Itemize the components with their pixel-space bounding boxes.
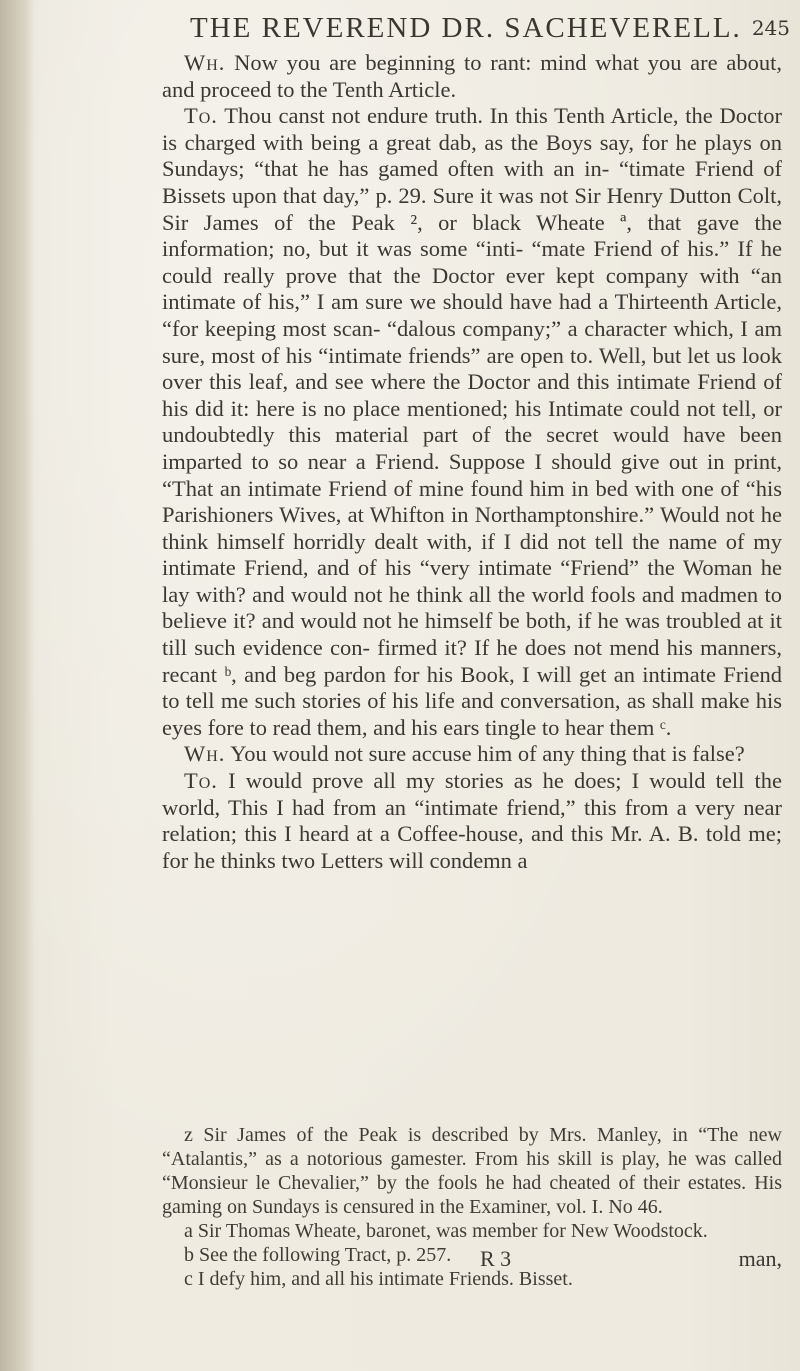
footnote: c I defy him, and all his intimate Friends. Bisset. — [184, 1268, 573, 1290]
speaker-label: Wh. — [184, 741, 226, 767]
paragraph-text: Thou canst not endure truth. In this Tenth Article, the Doctor is charged with being a great dab, as the Boys say, for he plays on Sundays; “that he has gamed often with an in- “timate Friend of Bissets upon that day,” p. 29. Sure it was not Sir Henry Dutton Colt, Sir James of the Peak ², or black Wheate ª, that gave the information; no, but it was some “inti- “mate Friend of his.” If he could really prove that the Doctor ever kept company with “an intimate of his,” I am sure we should have had a Thirteenth Article, “for keeping most scan- “dalous company;” a character which, I am sure, most of his “intimate friends” are open to. Well, but let us look over this leaf, and see where the Doctor and this intimate Friend of his did it: here is no place mentioned; his Intimate could not tell, or undoubtedly this material part of the secret would have been imparted to so near a Friend. Suppose I should give out in print, “That an intimate Friend of mine found him in bed with one of “his Parishioners Wives, at Whifton in Northamptonshire.” Would not he think himself horridly dealt with, if I did not tell the name of my intimate Friend, and of his “very intimate “Friend” the Woman he lay with? and would not he think all the world fools and madmen to believe it? and would not he himself be both, if he was troubled at it till such evidence con- firmed it? If he does not mend his manners, recant ᵇ, and beg pardon for his Book, I will get an intimate Friend to tell me such stories of his life and conversation, as shall make his eyes fore to read them, and his ears tingle to hear them ᶜ. — [162, 103, 782, 740]
speaker-label: To. — [184, 768, 218, 794]
catchword: man, — [738, 1246, 782, 1271]
page-number: 245 — [751, 16, 790, 40]
paragraph — [162, 50, 782, 103]
paragraph — [162, 103, 782, 741]
footnote: z Sir James of the Peak is described by Mrs. Manley, in “The new “Atalantis,” as a notorious gamester. From his skill is play, he was called “Monsieur le Chevalier,” by the fools he had cheated of their estates. His gaming on Sundays is censured in the Examiner, vol. I. No 46. — [162, 1124, 782, 1218]
page-foot — [162, 1246, 782, 1276]
paragraph — [162, 741, 782, 768]
footnote: a Sir Thomas Wheate, baronet, was member for New Woodstock. — [184, 1220, 708, 1242]
main-text — [162, 50, 782, 874]
running-header — [190, 10, 790, 50]
page-gutter-shadow — [0, 0, 34, 1371]
running-title: THE REVEREND DR. SACHEVERELL. — [190, 12, 742, 44]
paragraph-text: I would prove all my stories as he does; I would tell the world, This I had from an “intimate friend,” this from a very near relation; this I heard at a Coffee-house, and this Mr. A. B. told me; for he thinks two Letters will condemn a — [162, 768, 783, 873]
signature-mark: R 3 — [480, 1246, 512, 1271]
paragraph — [162, 768, 782, 874]
paragraph-text: You would not sure accuse him of any thing that is false? — [230, 741, 745, 767]
footnote: b See the following Tract, p. 257. — [184, 1244, 452, 1266]
speaker-label: Wh. — [184, 50, 226, 75]
paragraph-text: Now you are beginning to rant: mind what you are about, and proceed to the Tenth Article. — [162, 50, 782, 102]
speaker-label: To. — [184, 103, 218, 129]
